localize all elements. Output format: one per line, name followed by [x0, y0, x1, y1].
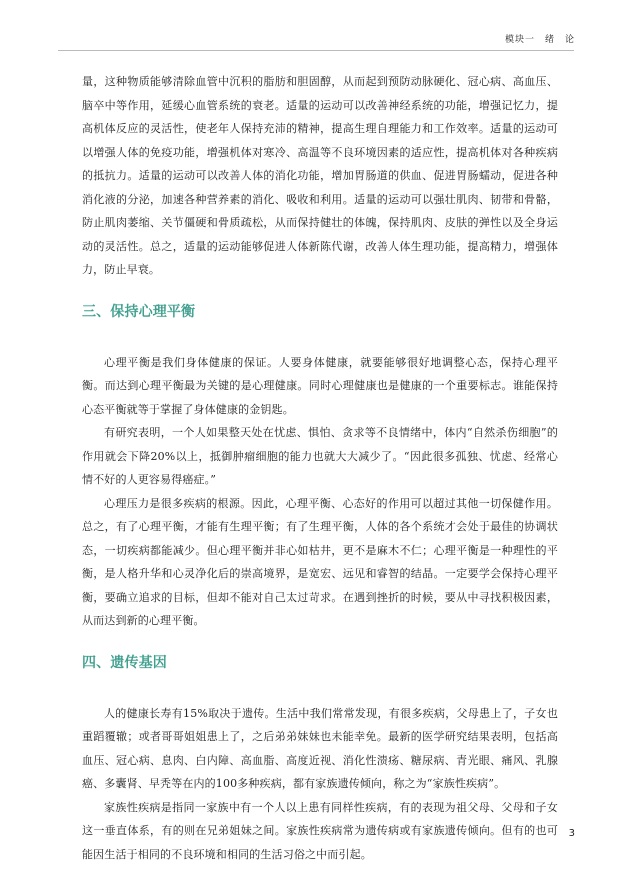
paragraph-mental-balance-3: 心理压力是很多疾病的根源。因此，心理平衡、心态好的作用可以超过其他一切保健作用。总之，有了心理平衡，才能有生理平衡；有了生理平衡，人体的各个系统才会处于最佳的协调状态，一切疾病都能减少。但心理平衡并非心如枯井，更不是麻木不仁；心理平衡是一种理性的平衡，是人格升华和心灵净化后的崇高境界，是宽宏、远见和睿智的结晶。一定要学会保持心理平衡，要确立追求的目标，但却不能对自己太过苛求。在遇到挫折的时候，要从中寻找积极因素，从而达到新的心理平衡。: [82, 496, 558, 627]
running-header: 模块一 绪 论: [504, 35, 575, 45]
page-number: 3: [568, 828, 575, 839]
paragraph-genetics-2: 家族性疾病是指同一家族中有一个人以上患有同样性疾病，有的表现为祖父母、父母和子女这一垂直体系，有的则在兄弟姐妹之间。家族性疾病常为遗传病或有家族遗传倾向。但有的也可能因生活于相同的不良环境和相同的生活习俗之中而引起。: [82, 800, 558, 861]
header-divider: [58, 50, 574, 51]
section-heading-genetics: 四、遗传基因: [82, 654, 167, 671]
paragraph-mental-balance-2: 有研究表明，一个人如果整天处在忧虑、惧怕、贪求等不良情绪中，体内“自然杀伤细胞”的作用就会下降20%以上，抵御肿瘤细胞的能力也就大大减少了。“因此很多孤独、忧虑、经常心情不好的人更容易得癌症。”: [82, 426, 558, 486]
paragraph-continued: 量，这种物质能够清除血管中沉积的脂肪和胆固醇，从而起到预防动脉硬化、冠心病、高血压、脑卒中等作用，延缓心血管系统的衰老。适量的运动可以改善神经系统的功能，增强记忆力，提高机体反应的灵活性，使老年人保持充沛的精神，提高生理自理能力和工作效率。适量的运动可以增强人体的免疫功能，增强机体对寒冷、高温等不良环境因素的适应性，提高机体对各种疾病的抵抗力。适量的运动可以改善人体的消化功能，增加胃肠道的供血、促进胃肠蠕动，促进各种消化液的分泌，加速各种营养素的消化、吸收和利用。适量的运动可以强壮肌肉、韧带和骨骼，防止肌肉萎缩、关节僵硬和骨质疏松，从而保持健壮的体魄，保持肌肉、皮肤的弹性以及全身运动的灵活性。总之，适量的运动能够促进人体新陈代谢，改善人体生理功能，提高精力，增强体力，防止早衰。: [82, 75, 558, 276]
page-body: [82, 70, 558, 866]
paragraph-genetics-1: 人的健康长寿有15%取决于遗传。生活中我们常常发现，有很多疾病，父母患上了，子女也重蹈覆辙；或者哥哥姐姐患上了，之后弟弟妹妹也未能幸免。最新的医学研究结果表明，包括高血压、冠心病、息肉、白内障、高血脂、高度近视、消化性溃疡、糖尿病、青光眼、痛风、乳腺癌、多囊肾、早秃等在内的100多种疾病，都有家族遗传倾向，称之为“家族性疾病”。: [82, 706, 558, 790]
section-heading-mental-balance: 三、保持心理平衡: [82, 303, 196, 320]
paragraph-mental-balance-1: 心理平衡是我们身体健康的保证。人要身体健康，就要能够很好地调整心态，保持心理平衡。而达到心理平衡最为关键的是心理健康。同时心理健康也是健康的一个重要标志。谁能保持心态平衡就等于掌握了身体健康的金钥匙。: [82, 355, 558, 416]
